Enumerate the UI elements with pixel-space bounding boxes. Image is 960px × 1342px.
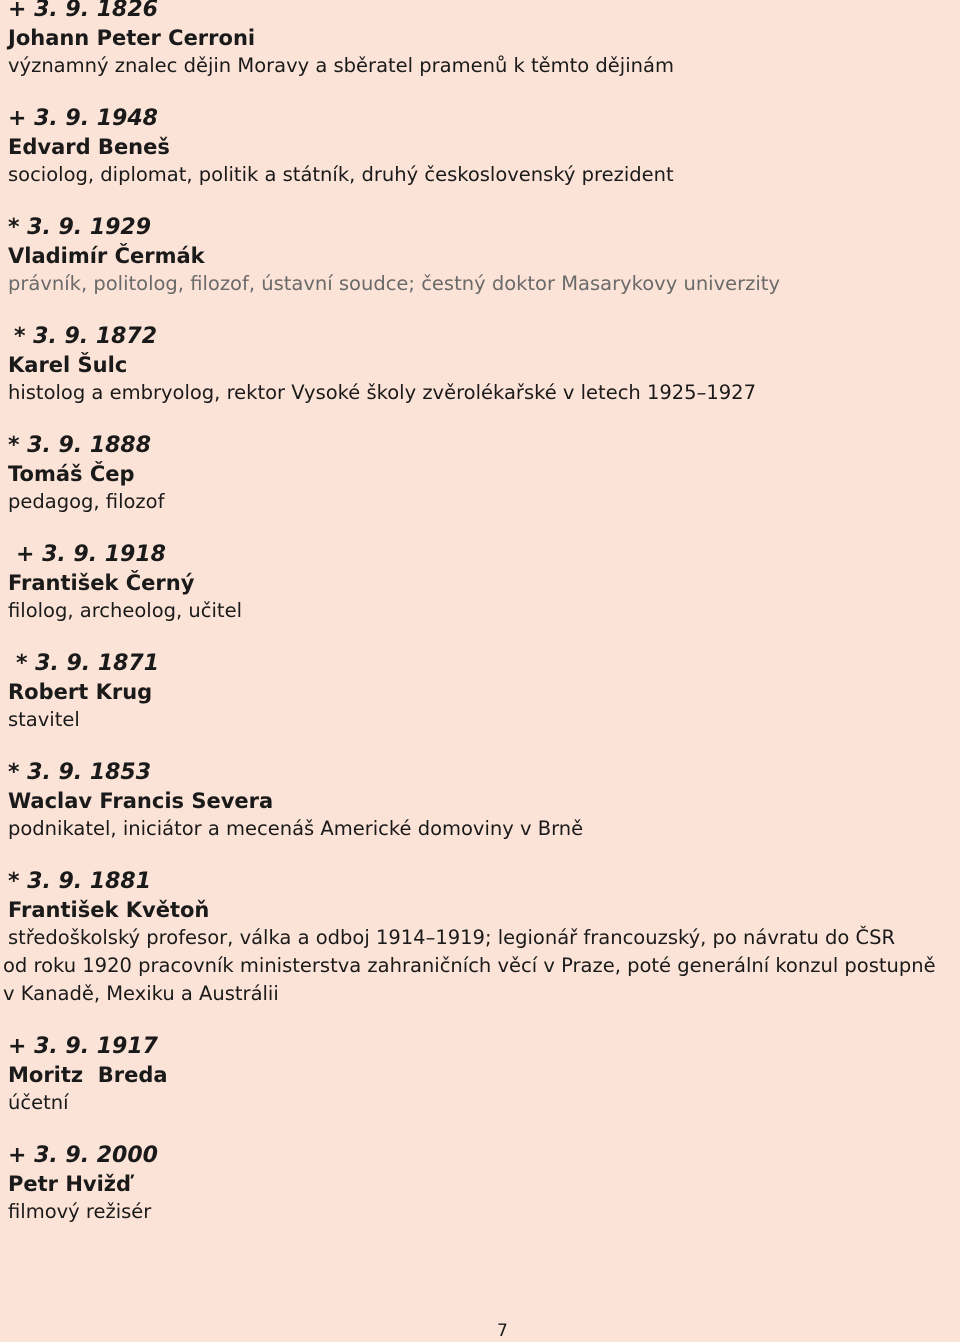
entry-date: * 3. 9. 1853 (8, 760, 152, 785)
entry-description: pedagog, filozof (8, 490, 165, 513)
entry-date: * 3. 9. 1929 (8, 215, 152, 240)
entry-name: Moritz Breda (8, 1063, 168, 1087)
entry-name: Vladimír Čermák (8, 244, 205, 268)
entry-description: podnikatel, iniciátor a mecenáš Americké domoviny v Brně (8, 817, 584, 840)
entry-breda (8, 1033, 958, 1117)
entry-benes (8, 105, 958, 189)
entry-cermak (8, 214, 958, 298)
entry-date: * 3. 9. 1881 (8, 869, 152, 894)
entry-severa (8, 759, 958, 843)
entry-name: Edvard Beneš (8, 135, 170, 159)
entry-date: + 3. 9. 1826 (8, 0, 158, 22)
entry-cerroni (8, 0, 958, 80)
entry-kveton (3, 868, 958, 1008)
entry-name: Johann Peter Cerroni (8, 26, 256, 50)
entry-date: + 3. 9. 1917 (8, 1034, 158, 1059)
entry-date: + 3. 9. 1948 (8, 106, 158, 131)
entry-cerny (8, 541, 958, 625)
entry-hvizd (8, 1142, 958, 1226)
page-number: 7 (497, 1321, 508, 1341)
entry-description: stavitel (8, 708, 80, 731)
entry-date: * 3. 9. 1871 (16, 651, 160, 676)
entry-description: právník, politolog, filozof, ústavní soudce; čestný doktor Masarykovy univerzity (8, 272, 780, 295)
entry-description: účetní (8, 1091, 69, 1114)
entry-cep (8, 432, 958, 516)
entry-date: * 3. 9. 1888 (8, 433, 152, 458)
entry-date: * 3. 9. 1872 (14, 324, 158, 349)
entry-description: histolog a embryolog, rektor Vysoké školy zvěrolékařské v letech 1925–1927 (8, 381, 756, 404)
entry-sulc (8, 323, 958, 407)
entry-name: František Květoň (8, 898, 210, 922)
entry-description: filolog, archeolog, učitel (8, 599, 242, 622)
entry-name: Petr Hvižď (8, 1172, 132, 1196)
entry-description: filmový režisér (8, 1200, 152, 1223)
entry-description: sociolog, diplomat, politik a státník, druhý československý prezident (8, 163, 674, 186)
entry-name: František Černý (8, 571, 195, 595)
entry-name: Robert Krug (8, 680, 153, 704)
entry-description: středoškolský profesor, válka a odboj 1914–1919; legionář francouzský, po návratu do ČSR od roku 1920 pracovník ministerstva zahraničních věcí v Praze, poté generální konzul postupně v Kanadě, Mexiku a Austrálii (3, 926, 936, 1005)
entry-name: Waclav Francis Severa (8, 789, 274, 813)
entry-date: + 3. 9. 2000 (8, 1143, 158, 1168)
entry-description: významný znalec dějin Moravy a sběratel pramenů k těmto dějinám (8, 54, 674, 77)
entry-name: Karel Šulc (8, 353, 128, 377)
entry-krug (8, 650, 958, 734)
entry-date: + 3. 9. 1918 (16, 542, 166, 567)
entry-name: Tomáš Čep (8, 462, 135, 486)
